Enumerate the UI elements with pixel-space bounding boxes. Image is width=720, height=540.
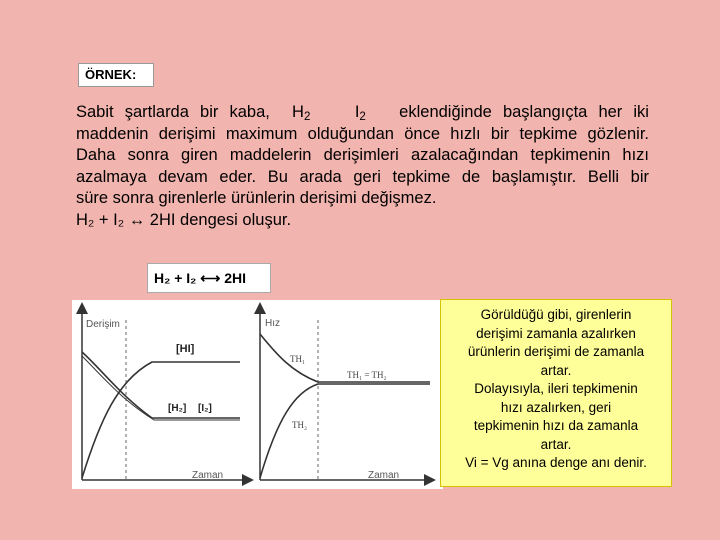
note-box — [440, 299, 672, 487]
note-line-1: Görüldüğü gibi, girenlerin — [480, 307, 632, 322]
note-line-2: derişimi zamanla azalırken — [476, 325, 636, 341]
h2-label: [H₂] — [168, 403, 187, 414]
para-line-5: süre sonra girenlerle ürünlerin derişimi değişmez. — [76, 189, 437, 208]
para-line-4: azalmaya devam eder. Bu arada geri tepkime de başlamıştır. Belli bir — [76, 167, 649, 186]
note-line-3: ürünlerin derişimi de zamanla — [467, 344, 645, 359]
th1-curve — [260, 334, 430, 382]
equality-label: TH₁ = TH₂ — [347, 370, 387, 380]
graphs-svg — [72, 300, 443, 489]
graphs-panel — [72, 300, 443, 489]
equation-box: H₂ + I₂ ⟷ 2HI — [147, 263, 271, 293]
th2-curve — [260, 384, 430, 478]
note-line-4: artar. — [540, 362, 572, 378]
example-label: ÖRNEK: — [78, 63, 154, 87]
para-line-3: Daha sonra giren maddelerin derişimleri azalacağından tepkimenin hızı — [76, 146, 649, 165]
left-ylabel: Derişim — [86, 319, 120, 330]
note-line-5: Dolayısıyla, ileri tepkimenin — [474, 381, 638, 396]
para-line-1: Sabit şartlarda bir kaba, $H_2$ $I_2$ eklendiğinde başlangıçta her iki — [76, 103, 649, 123]
para-line-2: maddenin derişimi maximum olduğundan önce hızlı bir tepkime gözlenir. — [76, 124, 649, 143]
explanation-paragraph — [76, 102, 649, 232]
hi-label: [HI] — [176, 343, 195, 355]
note-line-7: tepkimenin hızı da zamanla — [473, 418, 639, 433]
note-line-9: Vi = Vg anına denge anı denir. — [465, 455, 647, 470]
reactant-curve-2 — [82, 356, 240, 420]
note-line-8: artar. — [540, 436, 572, 452]
th2-label: TH₂ — [292, 420, 308, 430]
right-xlabel: Zaman — [368, 470, 400, 481]
i2-label: [I₂] — [198, 403, 212, 414]
left-xlabel: Zaman — [192, 470, 224, 481]
para-line-6: H₂ + I₂ ↔ 2HI dengesi oluşur. — [76, 210, 292, 229]
th1-label: TH₁ — [290, 354, 306, 364]
note-line-6: hızı azalırken, geri — [500, 399, 612, 415]
right-ylabel: Hız — [265, 318, 280, 329]
